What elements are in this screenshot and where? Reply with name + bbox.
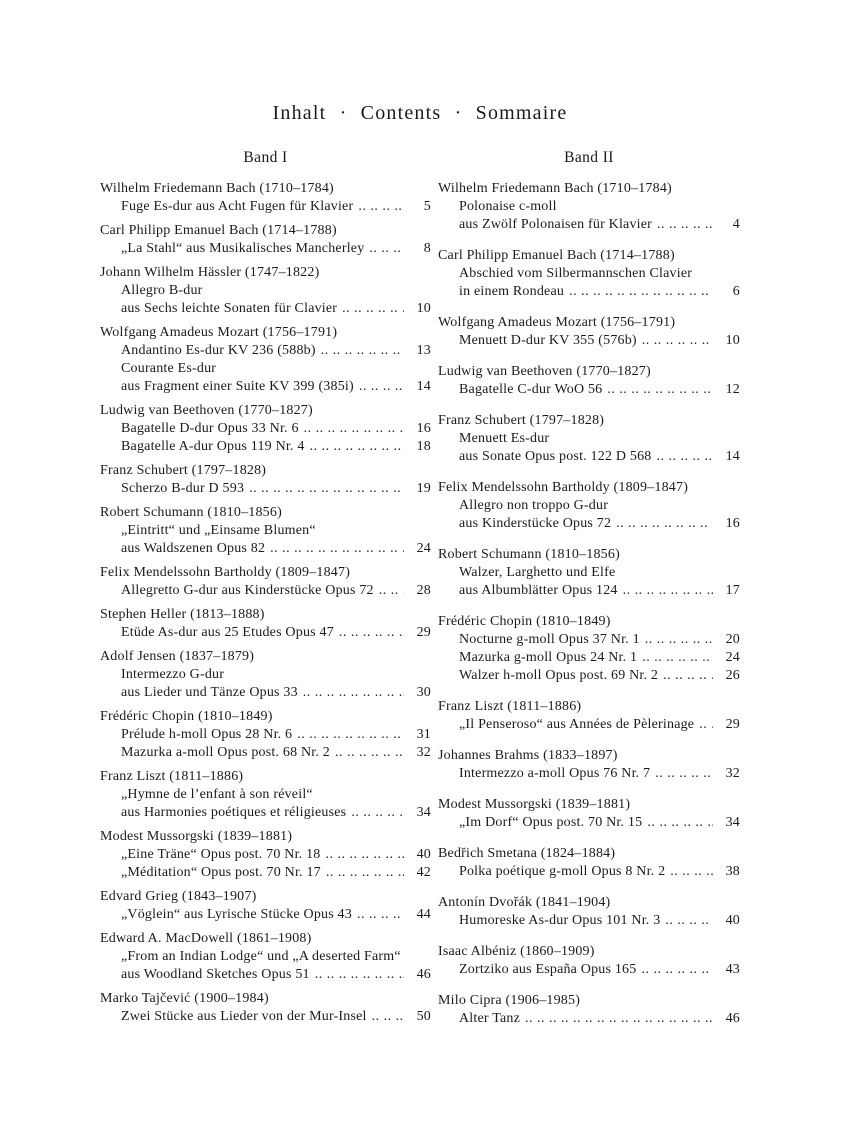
page-number: 31 xyxy=(416,727,431,742)
toc-entry xyxy=(100,828,431,882)
piece-title: „Il Penseroso“ aus Années de Pèlerinage xyxy=(459,717,695,732)
piece-row xyxy=(438,716,740,734)
composer-line: Robert Schumann (1810–1856) xyxy=(438,547,620,562)
piece-title: „Im Dorf“ Opus post. 70 Nr. 15 xyxy=(459,815,643,830)
piece-row xyxy=(438,765,740,783)
piece-row xyxy=(100,438,431,456)
toc-entry xyxy=(100,504,431,558)
piece-title: Mazurka a-moll Opus post. 68 Nr. 2 xyxy=(121,745,330,760)
toc-entry xyxy=(100,606,431,642)
piece-title: Polka poétique g-moll Opus 8 Nr. 2 xyxy=(459,864,666,879)
piece-title: Bagatelle C-dur WoO 56 xyxy=(459,382,603,397)
piece-row xyxy=(100,1008,431,1026)
page-number: 18 xyxy=(416,439,431,454)
piece-title: Bagatelle A-dur Opus 119 Nr. 4 xyxy=(121,439,305,454)
piece-row xyxy=(100,540,431,558)
toc-entry xyxy=(438,894,740,930)
page-number: 10 xyxy=(725,333,740,348)
toc-entry xyxy=(100,180,431,216)
toc-entry xyxy=(100,648,431,702)
piece-line: Menuett Es-dur xyxy=(459,431,550,446)
piece-row xyxy=(100,624,431,642)
page-number: 32 xyxy=(725,766,740,781)
toc-entry xyxy=(438,747,740,783)
page-number: 32 xyxy=(416,745,431,760)
page-number: 34 xyxy=(725,815,740,830)
toc-entry xyxy=(100,264,431,318)
piece-row xyxy=(438,332,740,350)
piece-row xyxy=(438,582,740,600)
piece-row xyxy=(100,378,431,396)
composer-line: Carl Philipp Emanuel Bach (1714–1788) xyxy=(100,223,337,238)
composer-line: Felix Mendelssohn Bartholdy (1809–1847) xyxy=(100,565,351,580)
piece-row xyxy=(438,631,740,649)
dot-leader xyxy=(656,448,713,466)
composer-line: Ludwig van Beethoven (1770–1827) xyxy=(438,364,651,379)
piece-row xyxy=(100,966,431,984)
piece-line: Courante Es-dur xyxy=(121,361,217,376)
dot-leader xyxy=(657,216,713,234)
page-number: 46 xyxy=(416,967,431,982)
piece-row xyxy=(438,381,740,399)
dot-leader xyxy=(663,667,713,685)
composer-line: Stephen Heller (1813–1888) xyxy=(100,607,265,622)
dot-leader xyxy=(645,631,713,649)
dot-leader xyxy=(616,515,713,533)
dot-leader xyxy=(326,864,404,882)
piece-row xyxy=(100,300,431,318)
piece-title: Andantino Es-dur KV 236 (588b) xyxy=(121,343,316,358)
composer-line: Wilhelm Friedemann Bach (1710–1784) xyxy=(438,181,672,196)
piece-line: Abschied vom Silbermannschen Clavier xyxy=(459,266,693,281)
page-number: 8 xyxy=(423,241,431,256)
composer-line: Carl Philipp Emanuel Bach (1714–1788) xyxy=(438,248,675,263)
composer-line: Modest Mussorgski (1839–1881) xyxy=(100,829,293,844)
page-number: 28 xyxy=(416,583,431,598)
composer-line: Edward A. MacDowell (1861–1908) xyxy=(100,931,312,946)
dot-leader xyxy=(359,378,404,396)
page-number: 43 xyxy=(725,962,740,977)
piece-line: „Eintritt“ und „Einsame Blumen“ xyxy=(121,523,316,538)
piece-row xyxy=(100,744,431,762)
piece-title: aus Fragment einer Suite KV 399 (385i) xyxy=(121,379,354,394)
page-number: 4 xyxy=(732,217,740,232)
composer-line: Isaac Albéniz (1860–1909) xyxy=(438,944,595,959)
piece-row xyxy=(438,863,740,881)
composer-line: Marko Tajčević (1900–1984) xyxy=(100,991,269,1006)
page-number: 30 xyxy=(416,685,431,700)
piece-row xyxy=(438,961,740,979)
piece-row xyxy=(438,216,740,234)
composer-line: Johann Wilhelm Hässler (1747–1822) xyxy=(100,265,320,280)
piece-row xyxy=(438,448,740,466)
piece-title: Nocturne g-moll Opus 37 Nr. 1 xyxy=(459,632,640,647)
dot-leader xyxy=(315,966,404,984)
band-1-column xyxy=(100,149,431,1041)
dot-leader xyxy=(641,961,713,979)
piece-row xyxy=(100,804,431,822)
page-number: 42 xyxy=(416,865,431,880)
dot-leader xyxy=(358,198,404,216)
composer-line: Wilhelm Friedemann Bach (1710–1784) xyxy=(100,181,334,196)
dot-leader xyxy=(665,912,713,930)
composer-line: Milo Cipra (1906–1985) xyxy=(438,993,581,1008)
page-number: 10 xyxy=(416,301,431,316)
dot-leader xyxy=(335,744,404,762)
piece-title: „Vöglein“ aus Lyrische Stücke Opus 43 xyxy=(121,907,352,922)
piece-line: Walzer, Larghetto und Elfe xyxy=(459,565,616,580)
piece-row xyxy=(100,726,431,744)
piece-row xyxy=(438,912,740,930)
dot-leader xyxy=(647,814,713,832)
toc-entry xyxy=(100,402,431,456)
composer-line: Modest Mussorgski (1839–1881) xyxy=(438,797,631,812)
piece-title: aus Kinderstücke Opus 72 xyxy=(459,516,612,531)
dot-leader xyxy=(655,765,713,783)
piece-title: aus Lieder und Tänze Opus 33 xyxy=(121,685,298,700)
toc-entry xyxy=(438,992,740,1028)
composer-line: Wolfgang Amadeus Mozart (1756–1791) xyxy=(438,315,676,330)
page-number: 46 xyxy=(725,1011,740,1026)
page-number: 5 xyxy=(423,199,431,214)
page-title: Inhalt · Contents · Sommaire xyxy=(272,102,568,124)
piece-row xyxy=(438,283,740,301)
toc-entry xyxy=(100,324,431,396)
piece-line: Intermezzo G-dur xyxy=(121,667,225,682)
page-number: 38 xyxy=(725,864,740,879)
piece-row xyxy=(100,684,431,702)
toc-entry xyxy=(100,990,431,1026)
toc-entry xyxy=(100,930,431,984)
dot-leader xyxy=(297,726,404,744)
composer-line: Franz Liszt (1811–1886) xyxy=(438,699,582,714)
dot-leader xyxy=(339,624,404,642)
page-number: 16 xyxy=(725,516,740,531)
dot-leader xyxy=(525,1010,713,1028)
dot-leader xyxy=(342,300,404,318)
piece-title: Fuge Es-dur aus Acht Fugen für Klavier xyxy=(121,199,354,214)
page-number: 40 xyxy=(416,847,431,862)
dot-leader xyxy=(642,649,713,667)
piece-title: Allegretto G-dur aus Kinderstücke Opus 72 xyxy=(121,583,374,598)
piece-title: aus Zwölf Polonaisen für Klavier xyxy=(459,217,653,232)
dot-leader xyxy=(379,582,404,600)
piece-row xyxy=(100,906,431,924)
piece-title: „La Stahl“ aus Musikalisches Mancherley xyxy=(121,241,365,256)
piece-title: aus Sechs leichte Sonaten für Clavier xyxy=(121,301,338,316)
piece-title: Etüde As-dur aus 25 Etudes Opus 47 xyxy=(121,625,334,640)
page-number: 50 xyxy=(416,1009,431,1024)
dot-leader xyxy=(304,420,404,438)
composer-line: Franz Schubert (1797–1828) xyxy=(100,463,267,478)
composer-line: Bedřich Smetana (1824–1884) xyxy=(438,846,616,861)
piece-title: Prélude h-moll Opus 28 Nr. 6 xyxy=(121,727,293,742)
page-number: 20 xyxy=(725,632,740,647)
toc-entry xyxy=(438,698,740,734)
composer-line: Edvard Grieg (1843–1907) xyxy=(100,889,257,904)
toc-entry xyxy=(438,845,740,881)
composer-line: Robert Schumann (1810–1856) xyxy=(100,505,282,520)
piece-title: Humoreske As-dur Opus 101 Nr. 3 xyxy=(459,913,661,928)
piece-title: Zortziko aus España Opus 165 xyxy=(459,962,637,977)
piece-row xyxy=(100,420,431,438)
piece-line: Allegro non troppo G-dur xyxy=(459,498,609,513)
piece-title: aus Waldszenen Opus 82 xyxy=(121,541,266,556)
piece-line: „Hymne de l’enfant à son réveil“ xyxy=(121,787,313,802)
dot-leader xyxy=(372,1008,404,1026)
piece-title: aus Woodland Sketches Opus 51 xyxy=(121,967,310,982)
page-number: 44 xyxy=(416,907,431,922)
piece-row xyxy=(438,814,740,832)
piece-title: aus Albumblätter Opus 124 xyxy=(459,583,618,598)
toc-entry xyxy=(438,247,740,301)
page-number: 34 xyxy=(416,805,431,820)
toc-entry xyxy=(438,363,740,399)
piece-row xyxy=(100,846,431,864)
toc-entry xyxy=(438,479,740,533)
composer-line: Frédéric Chopin (1810–1849) xyxy=(100,709,273,724)
piece-line: „From an Indian Lodge“ und „A deserted Farm“ xyxy=(121,949,401,964)
piece-line: Allegro B-dur xyxy=(121,283,203,298)
dot-leader xyxy=(607,381,713,399)
piece-title: Bagatelle D-dur Opus 33 Nr. 6 xyxy=(121,421,299,436)
toc-entry xyxy=(438,943,740,979)
page-number: 19 xyxy=(416,481,431,496)
piece-row xyxy=(100,480,431,498)
piece-row xyxy=(438,1010,740,1028)
toc-entry xyxy=(438,412,740,466)
piece-title: Mazurka g-moll Opus 24 Nr. 1 xyxy=(459,650,638,665)
composer-line: Wolfgang Amadeus Mozart (1756–1791) xyxy=(100,325,338,340)
page-number: 12 xyxy=(725,382,740,397)
dot-leader xyxy=(270,540,404,558)
piece-row xyxy=(438,515,740,533)
band-2-entries xyxy=(438,180,740,1028)
composer-line: Ludwig van Beethoven (1770–1827) xyxy=(100,403,313,418)
page-number: 17 xyxy=(725,583,740,598)
page-number: 14 xyxy=(725,449,740,464)
band-2-heading: Band II xyxy=(564,149,614,166)
piece-title: Zwei Stücke aus Lieder von der Mur-Insel xyxy=(121,1009,367,1024)
dot-leader xyxy=(642,332,713,350)
piece-row xyxy=(100,342,431,360)
composer-line: Adolf Jensen (1837–1879) xyxy=(100,649,255,664)
piece-title: aus Sonate Opus post. 122 D 568 xyxy=(459,449,652,464)
toc-entry xyxy=(438,314,740,350)
toc-entry xyxy=(100,222,431,258)
page-number: 40 xyxy=(725,913,740,928)
dot-leader xyxy=(699,716,713,734)
composer-line: Johannes Brahms (1833–1897) xyxy=(438,748,618,763)
band-2-column xyxy=(438,149,740,1041)
composer-line: Frédéric Chopin (1810–1849) xyxy=(438,614,611,629)
dot-leader xyxy=(569,283,713,301)
toc-entry xyxy=(438,796,740,832)
page-number: 29 xyxy=(416,625,431,640)
dot-leader xyxy=(670,863,713,881)
piece-title: Alter Tanz xyxy=(459,1011,521,1026)
dot-leader xyxy=(325,846,404,864)
band-1-heading: Band I xyxy=(243,149,288,166)
piece-title: Intermezzo a-moll Opus 76 Nr. 7 xyxy=(459,766,651,781)
toc-entry xyxy=(438,613,740,685)
composer-line: Franz Liszt (1811–1886) xyxy=(100,769,244,784)
dot-leader xyxy=(357,906,404,924)
page-number: 26 xyxy=(725,668,740,683)
toc-entry xyxy=(100,768,431,822)
toc-entry xyxy=(438,546,740,600)
dot-leader xyxy=(369,240,404,258)
toc-entry xyxy=(100,462,431,498)
dot-leader xyxy=(321,342,404,360)
page-number: 24 xyxy=(725,650,740,665)
composer-line: Antonín Dvořák (1841–1904) xyxy=(438,895,611,910)
piece-row xyxy=(100,582,431,600)
page-number: 16 xyxy=(416,421,431,436)
page-number: 13 xyxy=(416,343,431,358)
toc-entry xyxy=(100,708,431,762)
toc-entry xyxy=(100,888,431,924)
band-1-entries xyxy=(100,180,431,1026)
piece-row xyxy=(438,667,740,685)
toc-columns xyxy=(100,149,740,1041)
composer-line: Franz Schubert (1797–1828) xyxy=(438,413,605,428)
piece-row xyxy=(438,649,740,667)
dot-leader xyxy=(310,438,404,456)
page-number: 14 xyxy=(416,379,431,394)
piece-title: in einem Rondeau xyxy=(459,284,565,299)
piece-title: aus Harmonies poétiques et réligieuses xyxy=(121,805,347,820)
piece-title: Scherzo B-dur D 593 xyxy=(121,481,245,496)
piece-row xyxy=(100,864,431,882)
page-number: 6 xyxy=(732,284,740,299)
composer-line: Felix Mendelssohn Bartholdy (1809–1847) xyxy=(438,480,689,495)
dot-leader xyxy=(249,480,404,498)
piece-title: Walzer h-moll Opus post. 69 Nr. 2 xyxy=(459,668,659,683)
dot-leader xyxy=(351,804,404,822)
piece-title: „Eine Träne“ Opus post. 70 Nr. 18 xyxy=(121,847,321,862)
page-number: 29 xyxy=(725,717,740,732)
piece-title: „Méditation“ Opus post. 70 Nr. 17 xyxy=(121,865,321,880)
piece-row xyxy=(100,198,431,216)
page-number: 24 xyxy=(416,541,431,556)
dot-leader xyxy=(623,582,713,600)
piece-line: Polonaise c-moll xyxy=(459,199,557,214)
toc-entry xyxy=(438,180,740,234)
piece-row xyxy=(100,240,431,258)
toc-entry xyxy=(100,564,431,600)
piece-title: Menuett D-dur KV 355 (576b) xyxy=(459,333,637,348)
dot-leader xyxy=(303,684,404,702)
